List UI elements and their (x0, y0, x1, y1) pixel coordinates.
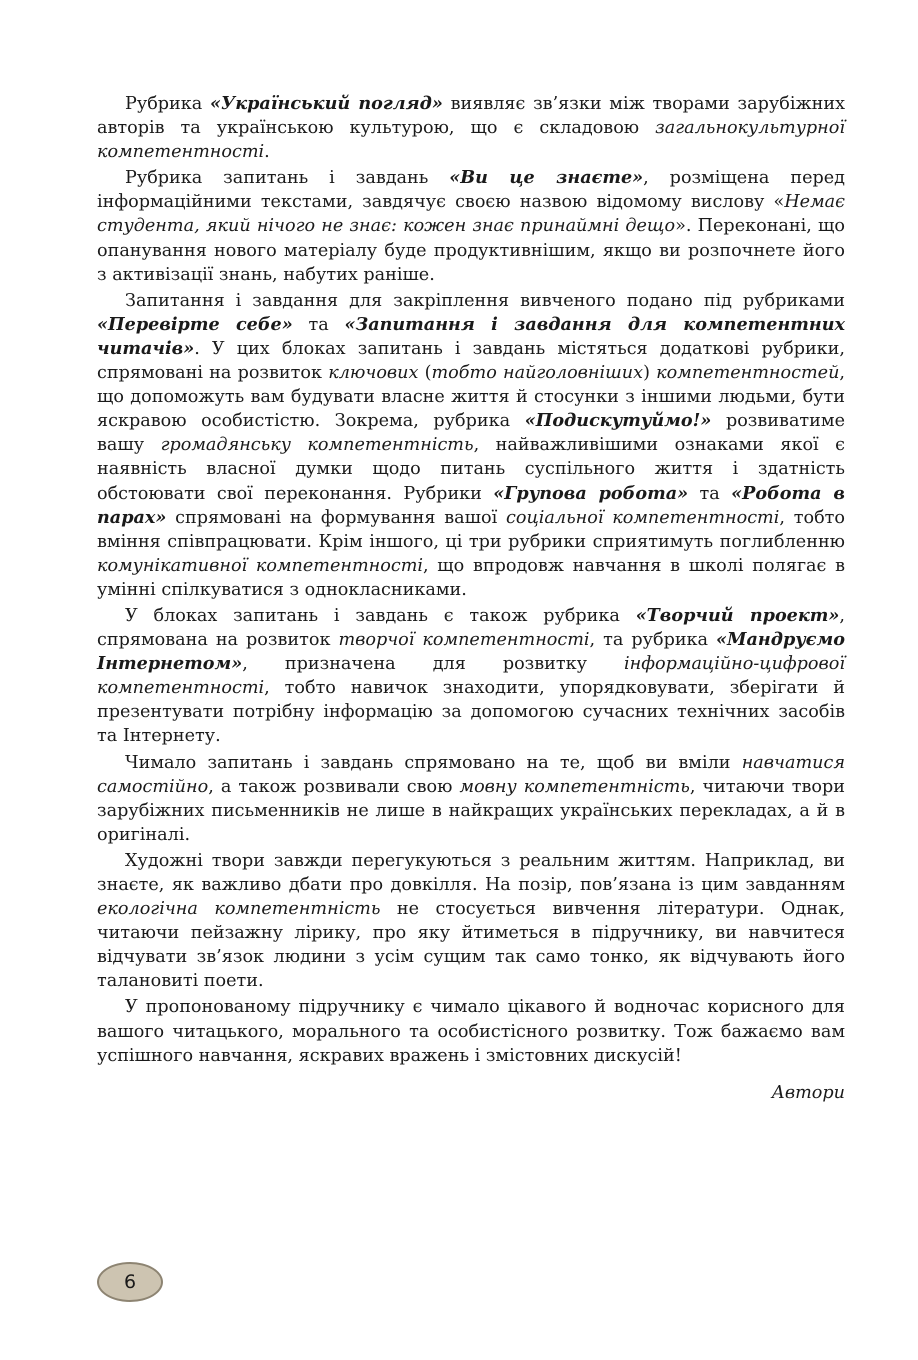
rubric-title: «Перевірте себе» (97, 313, 293, 335)
paragraph (97, 604, 845, 749)
text-run: , та рубрика (589, 630, 717, 651)
body-text (97, 92, 845, 1068)
text-run: . (264, 142, 270, 163)
rubric-title: «Робота в парах» (97, 482, 845, 528)
paragraph (97, 751, 845, 847)
rubric-title: «Подискутуймо!» (524, 410, 712, 432)
text-run: спрямовані на формування вашої (166, 507, 507, 528)
text-run: не стосується вивчення літератури. Однак, читаючи пейзажну лірику, про яку йтиметься в підручнику, ви навчитеся відчувати зв’язок людини з усім сущим так само тонко, як відчувають його талановиті поети. (97, 899, 845, 992)
page-number: 6 (123, 1271, 137, 1293)
text-run: , розміщена перед інформаційними текстами, завдячує своєю назвою відомому вислову « (97, 168, 845, 213)
text-run: Чимало запитань і завдань спрямовано на те, щоб ви вміли (125, 752, 742, 773)
rubric-title: «Творчий проект» (635, 604, 840, 626)
text-run: , тобто навичок знаходити, упорядковувати, зберігати й презентувати потрібну інформацію за допомогою сучасних технічних засобів та Інтернету. (97, 678, 845, 747)
emphasized-term: творчої компетентності (338, 630, 590, 651)
text-run: розвиватиме вашу (97, 411, 845, 456)
emphasized-term: соціальної компетентності (506, 507, 780, 528)
rubric-title: «Групова робота» (493, 482, 689, 504)
emphasized-term: громадянську компетентність (160, 435, 474, 456)
emphasized-term: комунікативної компетентності (97, 555, 424, 576)
paragraph (97, 995, 845, 1067)
rubric-title: «Мандруємо Інтернетом» (97, 629, 845, 675)
emphasized-term: загальнокультурної компетентності (97, 118, 845, 163)
text-run: ) (643, 363, 657, 384)
text-run: , а також розвивали свою (208, 776, 460, 797)
rubric-title: «Запитання і завдання для компетентних читачів» (97, 313, 845, 359)
rubric-title: «Ви це знаєте» (449, 167, 644, 189)
text-run: , що впродовж навчання в школі полягає в умінні спілкуватися з однокласниками. (97, 555, 845, 600)
text-run: , що допоможуть вам будувати власне життя й стосунки з іншими людьми, бути яскравою особистістю. Зокрема, рубрика (97, 363, 845, 432)
text-run: та (688, 483, 732, 504)
paragraph (97, 92, 845, 164)
text-run: У блоках запитань і завдань є також рубрика (125, 605, 636, 626)
text-run: Рубрика (125, 94, 210, 114)
text-run: виявляє зв’язки між творами зарубіжних авторів та українською культурою, що є складовою (97, 94, 846, 139)
text-run: , читаючи твори зарубіжних письменників не лише в найкращих українських перекладах, а й в оригіналі. (97, 776, 845, 845)
paragraph (97, 166, 845, 286)
text-run: , тобто вміння співпрацювати. Крім іншого, ці три рубрики сприятимуть поглибленню (97, 507, 845, 552)
paragraph (97, 849, 845, 994)
paragraph (97, 289, 845, 602)
emphasized-term: Немає студента, який нічого не знає: кожен знає принаймні дещо (97, 192, 845, 237)
text-run: Рубрика запитань і завдань (125, 168, 450, 189)
emphasized-term: мовну компетентність (459, 776, 690, 797)
emphasized-term: ключових (328, 363, 419, 384)
text-run: Художні твори завжди перегукуються з реальним життям. Наприклад, ви знаєте, як важливо дбати про довкілля. На позір, пов’язана із цим завданням (97, 850, 845, 895)
text-run: ( (418, 363, 432, 384)
signature: Автори (771, 1083, 845, 1103)
emphasized-term: навчатися самостійно (97, 752, 845, 797)
text-run: . У цих блоках запитань і завдань містяться додаткові рубрики, спрямовані на розвиток (97, 338, 845, 384)
text-run: , спрямована на розвиток (97, 605, 845, 651)
emphasized-term: тобто найголовніших (431, 363, 644, 384)
rubric-title: «Український погляд» (209, 93, 443, 114)
text-run: У пропонованому підручнику є чимало цікавого й водночас корисного для вашого читацького, морального та особистісного розвитку. Тож бажаємо вам успішного навчання, яскравих вражень і змістовних дискусій! (97, 997, 845, 1066)
text-run: та (292, 314, 345, 335)
emphasized-term: інформаційно-цифрової компетентності (97, 654, 845, 699)
page-number-badge (97, 1262, 163, 1302)
text-run: Запитання і завдання для закріплення вивченого подано під рубриками (125, 290, 845, 311)
emphasized-term: екологічна компетентність (97, 899, 381, 920)
text-run: , призначена для розвитку (242, 654, 625, 675)
text-run: ». Переконані, що опанування нового матеріалу буде продуктивнішим, якщо ви розпочнете його з активізації знань, набутих раніше. (97, 216, 845, 285)
text-run: , найважливішими ознаками якої є наявність власної думки щодо питань суспільного життя і здатність обстоювати свої переконання. Рубрики (97, 435, 845, 504)
emphasized-term: компетентностей (656, 363, 840, 384)
